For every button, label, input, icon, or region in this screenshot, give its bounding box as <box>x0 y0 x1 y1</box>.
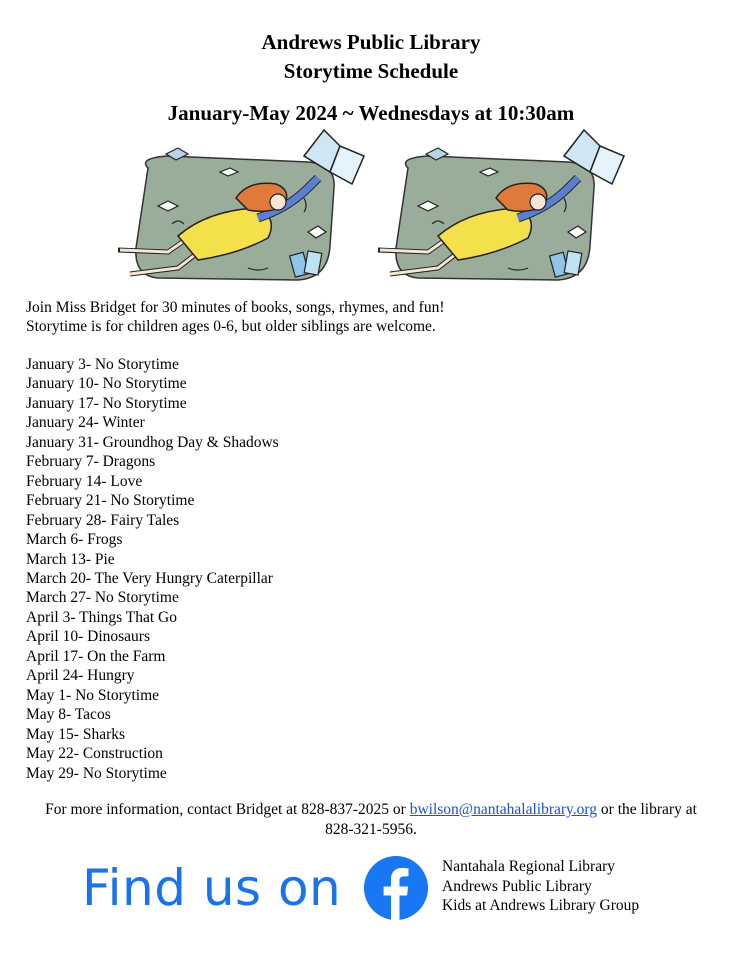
schedule-item: February 14- Love <box>26 472 143 490</box>
schedule-item: January 10- No Storytime <box>26 375 187 393</box>
schedule-item: March 13- Pie <box>26 550 115 568</box>
schedule-item: February 7- Dragons <box>26 453 156 471</box>
schedule-subtitle: January-May 2024 ~ Wednesdays at 10:30am <box>167 101 575 125</box>
facebook-groups <box>442 857 639 916</box>
schedule-item: April 24- Hungry <box>26 667 135 685</box>
contact-text: For more information, contact Bridget at 828-837-2025 or <box>45 801 410 818</box>
schedule-item: May 8- Tacos <box>26 706 111 724</box>
schedule-item: March 20- The Very Hungry Caterpillar <box>26 569 273 587</box>
schedule-item: January 31- Groundhog Day & Shadows <box>26 433 279 451</box>
intro-line: Storytime is for children ages 0-6, but older siblings are welcome. <box>26 318 436 335</box>
schedule-title: Storytime Schedule <box>283 59 459 83</box>
flying-girl-books-illustration <box>108 128 370 292</box>
schedule-item: May 29- No Storytime <box>26 764 167 782</box>
schedule-item: May 15- Sharks <box>26 725 126 743</box>
schedule-item: April 10- Dinosaurs <box>26 628 150 646</box>
contact-info <box>30 800 712 840</box>
schedule-item: March 27- No Storytime <box>26 589 179 607</box>
schedule-item: January 3- No Storytime <box>26 356 179 373</box>
flying-girl-books-illustration <box>368 128 630 292</box>
email-link[interactable]: bwilson@nantahalalibrary.org <box>409 801 598 818</box>
schedule-item: April 17- On the Farm <box>26 647 166 665</box>
contact-text: or the library at 828-321-5956. <box>325 801 697 838</box>
schedule-item: May 22- Construction <box>26 745 163 763</box>
schedule-item: February 21- No Storytime <box>26 492 195 510</box>
schedule-item: April 3- Things That Go <box>26 608 177 626</box>
facebook-group-name: Nantahala Regional Library <box>442 858 616 875</box>
schedule-item: March 6- Frogs <box>26 531 123 549</box>
find-us-on-text: Find us on <box>82 859 342 917</box>
intro-text <box>26 298 444 336</box>
schedule-item: February 28- Fairy Tales <box>26 511 180 529</box>
facebook-group-name: Andrews Public Library <box>442 877 592 895</box>
facebook-group-name: Kids at Andrews Library Group <box>442 897 640 914</box>
facebook-icon[interactable] <box>364 856 428 920</box>
schedule-item: January 17- No Storytime <box>26 394 187 412</box>
storytime-schedule-list <box>26 355 279 783</box>
intro-line: Join Miss Bridget for 30 minutes of books, songs, rhymes, and fun! <box>26 299 445 316</box>
library-title: Andrews Public Library <box>261 30 481 54</box>
schedule-item: January 24- Winter <box>26 414 145 432</box>
schedule-item: May 1- No Storytime <box>26 686 160 704</box>
